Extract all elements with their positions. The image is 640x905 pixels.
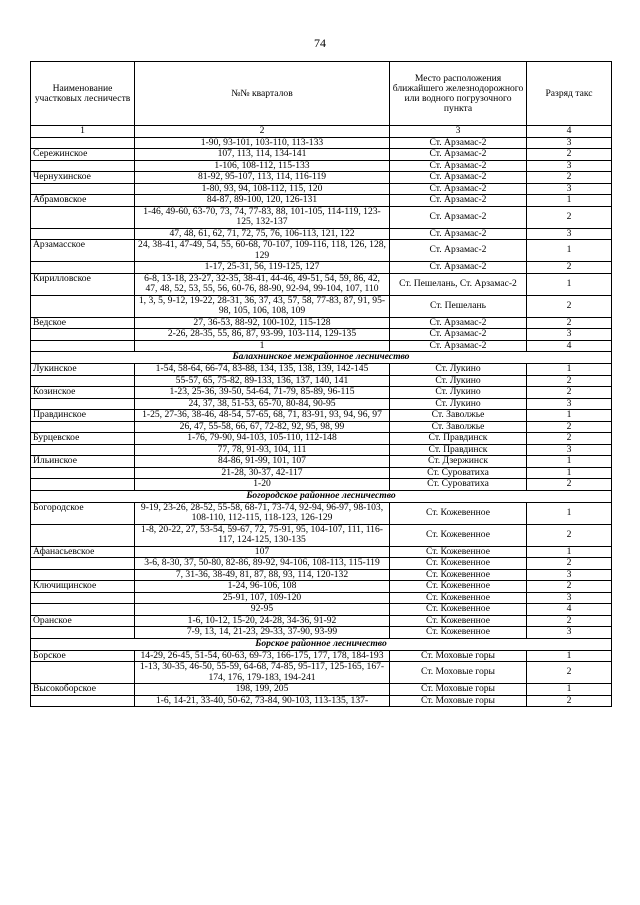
table-row	[31, 558, 612, 570]
forestry-name-cell: Ильинское	[31, 456, 135, 468]
table-row	[31, 456, 612, 468]
table-row	[31, 695, 612, 707]
station-cell: Ст. Кожевенное	[390, 524, 527, 546]
table-row	[31, 375, 612, 387]
forestry-name-cell: Чернухинское	[31, 172, 135, 184]
station-cell: Ст. Заволжье	[390, 421, 527, 433]
table-row	[31, 183, 612, 195]
forestry-name-cell	[31, 627, 135, 639]
station-cell: Ст. Моховые горы	[390, 650, 527, 662]
rank-cell: 1	[527, 546, 612, 558]
quarters-cell: 24, 37, 38, 51-53, 65-70, 80-84, 90-95	[135, 398, 390, 410]
quarters-cell: 1-76, 79-90, 94-103, 105-110, 112-148	[135, 433, 390, 445]
forestry-name-cell	[31, 340, 135, 352]
station-cell: Ст. Арзамас-2	[390, 195, 527, 207]
rank-cell: 3	[527, 329, 612, 341]
quarters-cell: 24, 38-41, 47-49, 54, 55, 60-68, 70-107, 109-116, 118, 126, 128, 129	[135, 240, 390, 262]
table-body	[31, 137, 612, 707]
station-cell: Ст. Арзамас-2	[390, 240, 527, 262]
station-cell: Ст. Лукино	[390, 375, 527, 387]
rank-cell: 4	[527, 340, 612, 352]
station-cell: Ст. Кожевенное	[390, 581, 527, 593]
table-row	[31, 479, 612, 491]
station-cell: Ст. Кожевенное	[390, 627, 527, 639]
station-cell: Ст. Кожевенное	[390, 604, 527, 616]
rank-cell: 2	[527, 479, 612, 491]
forestry-name-cell	[31, 183, 135, 195]
quarters-cell: 92-95	[135, 604, 390, 616]
forestry-name-cell: Правдинское	[31, 410, 135, 422]
station-cell: Ст. Арзамас-2	[390, 206, 527, 228]
table-row	[31, 262, 612, 274]
table-row	[31, 444, 612, 456]
station-cell: Ст. Кожевенное	[390, 546, 527, 558]
rank-cell: 2	[527, 387, 612, 399]
column-number: 3	[390, 126, 527, 138]
rank-cell: 1	[527, 456, 612, 468]
rank-cell: 2	[527, 662, 612, 684]
table-row	[31, 137, 612, 149]
quarters-cell: 1-46, 49-60, 63-70, 73, 74, 77-83, 88, 101-105, 114-119, 123-125, 132-137	[135, 206, 390, 228]
section-header-row	[31, 352, 612, 364]
quarters-cell: 1-90, 93-101, 103-110, 113-133	[135, 137, 390, 149]
table-row	[31, 317, 612, 329]
rank-cell: 2	[527, 421, 612, 433]
table-row	[31, 421, 612, 433]
quarters-cell: 27, 36-53, 88-92, 100-102, 115-128	[135, 317, 390, 329]
quarters-cell: 25-91, 107, 109-120	[135, 592, 390, 604]
quarters-cell: 1-6, 10-12, 15-20, 24-28, 34-36, 91-92	[135, 615, 390, 627]
quarters-cell: 1-80, 93, 94, 108-112, 115, 120	[135, 183, 390, 195]
header-location: Место расположения ближайшего железнодорожного или водного погрузочного пункта	[390, 62, 527, 126]
rank-cell: 3	[527, 444, 612, 456]
station-cell: Ст. Арзамас-2	[390, 137, 527, 149]
station-cell: Ст. Арзамас-2	[390, 183, 527, 195]
rank-cell: 2	[527, 695, 612, 707]
rank-cell: 3	[527, 160, 612, 172]
forestry-name-cell	[31, 160, 135, 172]
rank-cell: 1	[527, 410, 612, 422]
rank-cell: 1	[527, 195, 612, 207]
table-row	[31, 206, 612, 228]
rank-cell: 2	[527, 615, 612, 627]
station-cell: Ст. Моховые горы	[390, 695, 527, 707]
quarters-cell: 1-13, 30-35, 46-50, 55-59, 64-68, 74-85, 95-117, 125-165, 167-174, 176, 179-183, 194-241	[135, 662, 390, 684]
station-cell: Ст. Кожевенное	[390, 569, 527, 581]
quarters-cell: 1-54, 58-64, 66-74, 83-88, 134, 135, 138, 139, 142-145	[135, 364, 390, 376]
tax-rank-table	[30, 61, 612, 707]
forestry-name-cell	[31, 524, 135, 546]
forestry-name-cell	[31, 228, 135, 240]
quarters-cell: 1-17, 25-31, 56, 119-125, 127	[135, 262, 390, 274]
quarters-cell: 81-92, 95-107, 113, 114, 116-119	[135, 172, 390, 184]
station-cell: Ст. Дзержинск	[390, 456, 527, 468]
forestry-name-cell	[31, 329, 135, 341]
station-cell: Ст. Лукино	[390, 387, 527, 399]
rank-cell: 2	[527, 172, 612, 184]
forestry-name-cell	[31, 137, 135, 149]
table-row	[31, 364, 612, 376]
station-cell: Ст. Суроватиха	[390, 479, 527, 491]
forestry-name-cell: Борское	[31, 650, 135, 662]
table-row	[31, 581, 612, 593]
station-cell: Ст. Моховые горы	[390, 662, 527, 684]
rank-cell: 1	[527, 684, 612, 696]
header-quarters: №№ кварталов	[135, 62, 390, 126]
table-row	[31, 467, 612, 479]
station-cell: Ст. Пешелань, Ст. Арзамас-2	[390, 273, 527, 295]
quarters-cell: 21-28, 30-37, 42-117	[135, 467, 390, 479]
station-cell: Ст. Правдинск	[390, 433, 527, 445]
table-row	[31, 604, 612, 616]
forestry-name-cell	[31, 558, 135, 570]
quarters-cell: 47, 48, 61, 62, 71, 72, 75, 76, 106-113, 121, 122	[135, 228, 390, 240]
rank-cell: 3	[527, 228, 612, 240]
table-row	[31, 228, 612, 240]
column-number-row	[31, 126, 612, 138]
forestry-name-cell: Богородское	[31, 502, 135, 524]
rank-cell: 2	[527, 317, 612, 329]
quarters-cell: 26, 47, 55-58, 66, 67, 72-82, 92, 95, 98, 99	[135, 421, 390, 433]
quarters-cell: 6-8, 13-18, 23-27, 32-35, 38-41, 44-46, 49-51, 54, 59, 86, 42, 47, 48, 52, 53, 55, 56, 60-76, 88-90, 92-94, 99-104, 107, 110	[135, 273, 390, 295]
section-header-row	[31, 638, 612, 650]
table-row	[31, 662, 612, 684]
rank-cell: 2	[527, 524, 612, 546]
table-row	[31, 172, 612, 184]
forestry-name-cell	[31, 592, 135, 604]
table-row	[31, 195, 612, 207]
forestry-name-cell: Ключищинское	[31, 581, 135, 593]
column-number: 4	[527, 126, 612, 138]
table-row	[31, 387, 612, 399]
station-cell: Ст. Кожевенное	[390, 558, 527, 570]
station-cell: Ст. Правдинск	[390, 444, 527, 456]
quarters-cell: 14-29, 26-45, 51-54, 60-63, 69-73, 166-175, 177, 178, 184-193	[135, 650, 390, 662]
quarters-cell: 2-26, 28-35, 55, 86, 87, 93-99, 103-114, 129-135	[135, 329, 390, 341]
station-cell: Ст. Арзамас-2	[390, 172, 527, 184]
rank-cell: 3	[527, 569, 612, 581]
table-row	[31, 295, 612, 317]
forestry-name-cell: Сережинское	[31, 149, 135, 161]
forestry-name-cell	[31, 262, 135, 274]
rank-cell: 2	[527, 558, 612, 570]
table-row	[31, 684, 612, 696]
quarters-cell: 55-57, 65, 75-82, 89-133, 136, 137, 140, 141	[135, 375, 390, 387]
station-cell: Ст. Арзамас-2	[390, 228, 527, 240]
forestry-name-cell	[31, 398, 135, 410]
quarters-cell: 77, 78, 91-93, 104, 111	[135, 444, 390, 456]
table-row	[31, 615, 612, 627]
rank-cell: 2	[527, 206, 612, 228]
forestry-name-cell: Бурцевское	[31, 433, 135, 445]
table-row	[31, 240, 612, 262]
section-title: Борское районное лесничество	[31, 638, 612, 650]
quarters-cell: 1-106, 108-112, 115-133	[135, 160, 390, 172]
rank-cell: 2	[527, 433, 612, 445]
section-header-row	[31, 490, 612, 502]
forestry-name-cell	[31, 569, 135, 581]
forestry-name-cell	[31, 467, 135, 479]
forestry-name-cell: Оранское	[31, 615, 135, 627]
quarters-cell: 198, 199, 205	[135, 684, 390, 696]
station-cell: Ст. Кожевенное	[390, 615, 527, 627]
forestry-name-cell	[31, 375, 135, 387]
rank-cell: 4	[527, 604, 612, 616]
rank-cell: 1	[527, 273, 612, 295]
quarters-cell: 84-87, 89-100, 120, 126-131	[135, 195, 390, 207]
station-cell: Ст. Арзамас-2	[390, 160, 527, 172]
forestry-name-cell	[31, 479, 135, 491]
forestry-name-cell	[31, 695, 135, 707]
table-row	[31, 546, 612, 558]
column-number: 2	[135, 126, 390, 138]
quarters-cell: 9-19, 23-26, 28-52, 55-58, 68-71, 73-74, 92-94, 96-97, 98-103, 108-110, 112-115, 118-123, 126-129	[135, 502, 390, 524]
forestry-name-cell: Ведское	[31, 317, 135, 329]
table-row	[31, 627, 612, 639]
table-row	[31, 149, 612, 161]
rank-cell: 1	[527, 467, 612, 479]
forestry-name-cell: Высокоборское	[31, 684, 135, 696]
station-cell: Ст. Кожевенное	[390, 592, 527, 604]
page-number: 74	[314, 36, 326, 50]
quarters-cell: 107, 113, 114, 134-141	[135, 149, 390, 161]
station-cell: Ст. Пешелань	[390, 295, 527, 317]
station-cell: Ст. Суроватиха	[390, 467, 527, 479]
quarters-cell: 84-86, 91-99, 101, 107	[135, 456, 390, 468]
forestry-name-cell: Кирилловское	[31, 273, 135, 295]
table-row	[31, 410, 612, 422]
station-cell: Ст. Лукино	[390, 364, 527, 376]
table-row	[31, 502, 612, 524]
quarters-cell: 1-23, 25-36, 39-50, 54-64, 71-79, 85-89, 96-115	[135, 387, 390, 399]
quarters-cell: 1, 3, 5, 9-12, 19-22, 28-31, 36, 37, 43, 57, 58, 77-83, 87, 91, 95-98, 105, 106, 108, 109	[135, 295, 390, 317]
quarters-cell: 1-20	[135, 479, 390, 491]
table-row	[31, 524, 612, 546]
header-row	[31, 62, 612, 126]
rank-cell: 3	[527, 183, 612, 195]
rank-cell: 2	[527, 375, 612, 387]
rank-cell: 1	[527, 364, 612, 376]
quarters-cell: 1-25, 27-36, 38-46, 48-54, 57-65, 68, 71, 83-91, 93, 94, 96, 97	[135, 410, 390, 422]
rank-cell: 1	[527, 650, 612, 662]
section-title: Балахнинское межрайонное лесничество	[31, 352, 612, 364]
table-row	[31, 273, 612, 295]
forestry-name-cell	[31, 295, 135, 317]
station-cell: Ст. Лукино	[390, 398, 527, 410]
quarters-cell: 1-6, 14-21, 33-40, 50-62, 73-84, 90-103, 113-135, 137-	[135, 695, 390, 707]
forestry-name-cell: Козинское	[31, 387, 135, 399]
rank-cell: 2	[527, 295, 612, 317]
rank-cell: 2	[527, 581, 612, 593]
table-row	[31, 569, 612, 581]
station-cell: Ст. Заволжье	[390, 410, 527, 422]
rank-cell: 3	[527, 592, 612, 604]
quarters-cell: 1-24, 96-106, 108	[135, 581, 390, 593]
forestry-name-cell	[31, 421, 135, 433]
quarters-cell: 1	[135, 340, 390, 352]
station-cell: Ст. Арзамас-2	[390, 262, 527, 274]
station-cell: Ст. Арзамас-2	[390, 317, 527, 329]
forestry-name-cell: Афанасьевское	[31, 546, 135, 558]
forestry-name-cell	[31, 662, 135, 684]
table-row	[31, 433, 612, 445]
station-cell: Ст. Кожевенное	[390, 502, 527, 524]
rank-cell: 3	[527, 398, 612, 410]
forestry-name-cell: Арзамасское	[31, 240, 135, 262]
quarters-cell: 3-6, 8-30, 37, 50-80, 82-86, 89-92, 94-106, 108-113, 115-119	[135, 558, 390, 570]
table-row	[31, 398, 612, 410]
rank-cell: 2	[527, 262, 612, 274]
quarters-cell: 1-8, 20-22, 27, 53-54, 59-67, 72, 75-91, 95, 104-107, 111, 116-117, 124-125, 130-135	[135, 524, 390, 546]
table-row	[31, 160, 612, 172]
rank-cell: 2	[527, 149, 612, 161]
rank-cell: 1	[527, 502, 612, 524]
forestry-name-cell: Абрамовское	[31, 195, 135, 207]
station-cell: Ст. Арзамас-2	[390, 340, 527, 352]
header-name: Наименование участковых лесничеств	[31, 62, 135, 126]
rank-cell: 3	[527, 137, 612, 149]
table-row	[31, 340, 612, 352]
column-number: 1	[31, 126, 135, 138]
quarters-cell: 7-9, 13, 14, 21-23, 29-33, 37-90, 93-99	[135, 627, 390, 639]
rank-cell: 1	[527, 240, 612, 262]
station-cell: Ст. Арзамас-2	[390, 329, 527, 341]
station-cell: Ст. Арзамас-2	[390, 149, 527, 161]
section-title: Богородское районное лесничество	[31, 490, 612, 502]
table-row	[31, 650, 612, 662]
forestry-name-cell: Лукинское	[31, 364, 135, 376]
quarters-cell: 7, 31-36, 38-49, 81, 87, 88, 93, 114, 120-132	[135, 569, 390, 581]
rank-cell: 3	[527, 627, 612, 639]
station-cell: Ст. Моховые горы	[390, 684, 527, 696]
header-rank: Разряд такс	[527, 62, 612, 126]
forestry-name-cell	[31, 604, 135, 616]
table-row	[31, 592, 612, 604]
forestry-name-cell	[31, 206, 135, 228]
table-row	[31, 329, 612, 341]
quarters-cell: 107	[135, 546, 390, 558]
forestry-name-cell	[31, 444, 135, 456]
